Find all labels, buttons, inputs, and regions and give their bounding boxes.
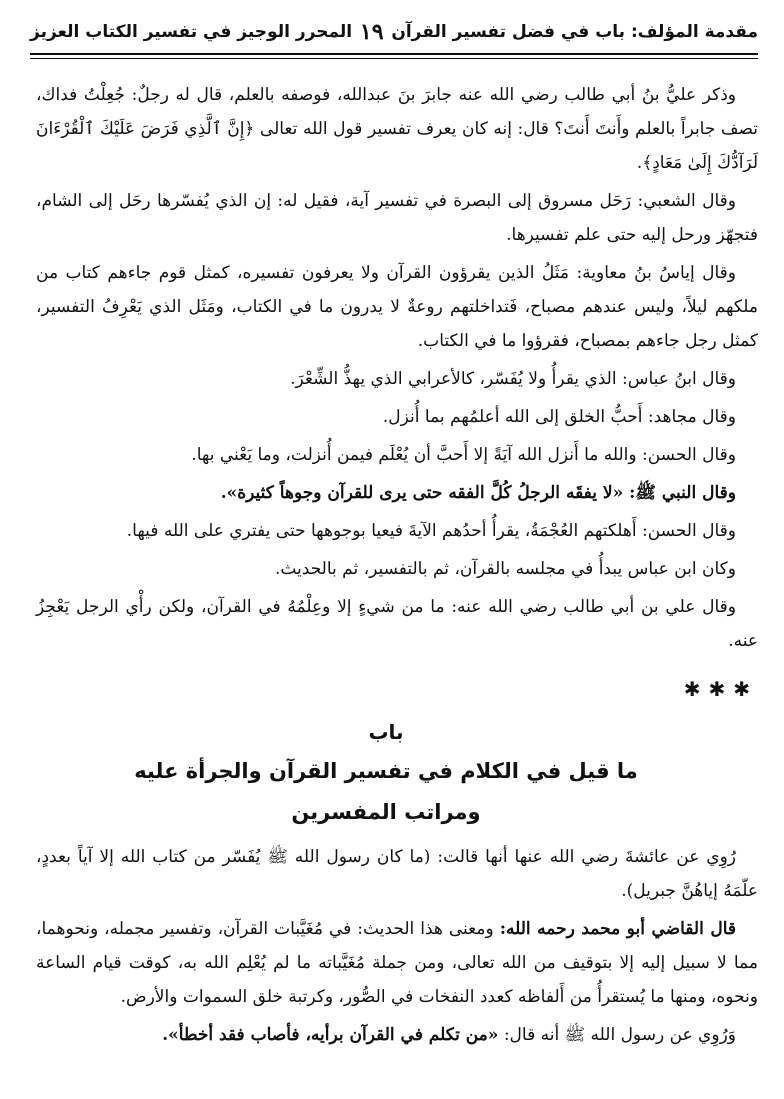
paragraph-prophet-hadith: وقال النبي ﷺ: «لا يفقَه الرجلُ كُلَّ الفقه حتى يرى للقرآن وجوهاً كثيرة». [220, 483, 736, 503]
paragraph-hasan-1: وقال الحسن: والله ما أَنزل الله آيَةً إلا أَحبَّ أن يُعْلَم فيمن أُنزلت، وما يَعْني بها. [191, 445, 736, 465]
paragraph-shabi: وقال الشعبي: رَحَل مسروق إلى البصرة في تفسير آية، فقيل له: إن الذي يُفسّرها رحَل إلى الشام، فتجهّز ورحل إليه حتى علم تفسيرها. [36, 191, 758, 245]
section-separator: ✱✱✱ [683, 677, 758, 701]
paragraph-ibn-abbas: وقال ابنُ عباس: الذي يقرأُ ولا يُفَسّر، كالأعرابي الذي يهذُّ الشِّعْرَ. [290, 369, 736, 389]
header-book-title: المحرر الوجيز في تفسير الكتاب العزيز [30, 22, 353, 42]
chapter-label: باب [368, 720, 404, 744]
chapter-title-line1: ما قيل في الكلام في تفسير القرآن والجرأة عليه [134, 759, 638, 783]
paragraph-ali-jabir: وذكر عليُّ بنُ أبي طالب رضي الله عنه جابرَ بنَ عبدالله، فوصفه بالعلم، قال له رجلٌ: جُعِلْتُ فداك، تصف جابراً بالعلم وأَنتَ أَنتَ؟ قال: إنه كان يعرف تفسير قول الله تعالى ﴿إِنَّ ٱلَّذِي فَرَضَ عَلَيْكَ ٱلْقُرْءَانَ لَرَآدُّكَ إِلَىٰ مَعَادٍ﴾. [36, 85, 758, 173]
paragraph-qadi [36, 912, 758, 1014]
paragraph-ibn-abbas-majlis: وكان ابن عباس يبدأُ في مجلسه بالقرآن، ثم بالتفسير، ثم بالحديث. [274, 559, 736, 579]
raay-intro: وَرُوِي عن رسول الله ﷺ أنه قال: [498, 1025, 736, 1045]
paragraph-iyas: وقال إياسُ بنُ معاوية: مَثَلُ الذين يقرؤون القرآن ولا يعرفون تفسيره، كمثل قوم جاءهم كتاب من ملكهم ليلاً، وليس عندهم مصباح، فَتداخلتهم روعةٌ لا يدرون ما في الكتاب، ومَثَل الذي يَعْرِفُ التفسير، كمثل رجل جاءهم بمصباح، فقرؤوا ما في الكتاب. [36, 263, 758, 351]
qadi-commentary: ومعنى هذا الحديث: في مُغَيَّبات القرآن، وتفسير مجمله، ونحوهما، مما لا سبيل إليه إلا بتوقيف من الله تعالى، ومن جملة مُغَيَّباته ما لم يُعْلِم الله به، كوقت قيام الساعة ونحوه، ومنها ما يُستقرأُ من أَلفاظه كعدد النفخات في الصُّور، وكرتبة خلق السموات والأرض. [36, 919, 758, 1007]
qadi-attribution: قال القاضي أبو محمد رحمه الله: [499, 919, 736, 939]
page-body [36, 78, 758, 1056]
chapter-title-line2: ومراتب المفسرين [291, 800, 481, 824]
header-rule-thick [30, 53, 758, 55]
running-header [30, 14, 758, 50]
paragraph-raay-hadith [36, 1018, 758, 1052]
paragraph-hasan-2: وقال الحسن: أَهلكتهم العُجْمَةُ، يقرأُ أحدُهم الآيةَ فيعيا بوجوهها حتى يفتري على الله فيها. [126, 521, 736, 541]
raay-quote: «من تكلم في القرآن برأيه، فأصاب فقد أخطأ». [162, 1025, 499, 1045]
paragraph-ali-ilm: وقال علي بن أبي طالب رضي الله عنه: ما من شيءٍ إلا وعِلْمُهُ في القرآن، ولكن رأْي الرجل يَعْجِزُ عنه. [36, 597, 758, 651]
paragraph-mujahid: وقال مجاهد: أَحبُّ الخلق إلى الله أعلمُهم بما أُنزل. [382, 407, 736, 427]
page-number: ١٩ [359, 19, 384, 45]
header-rule-thin [30, 58, 758, 59]
header-section-title: مقدمة المؤلف: باب في فضل تفسير القرآن [391, 22, 758, 42]
paragraph-aisha: رُوِي عن عائشةَ رضي الله عنها أنها قالت: (ما كان رسول الله ﷺ يُفَسّر من كتاب الله إلا آياً بعددٍ، علّمَهُ إياهُنَّ جبريل). [36, 847, 758, 901]
